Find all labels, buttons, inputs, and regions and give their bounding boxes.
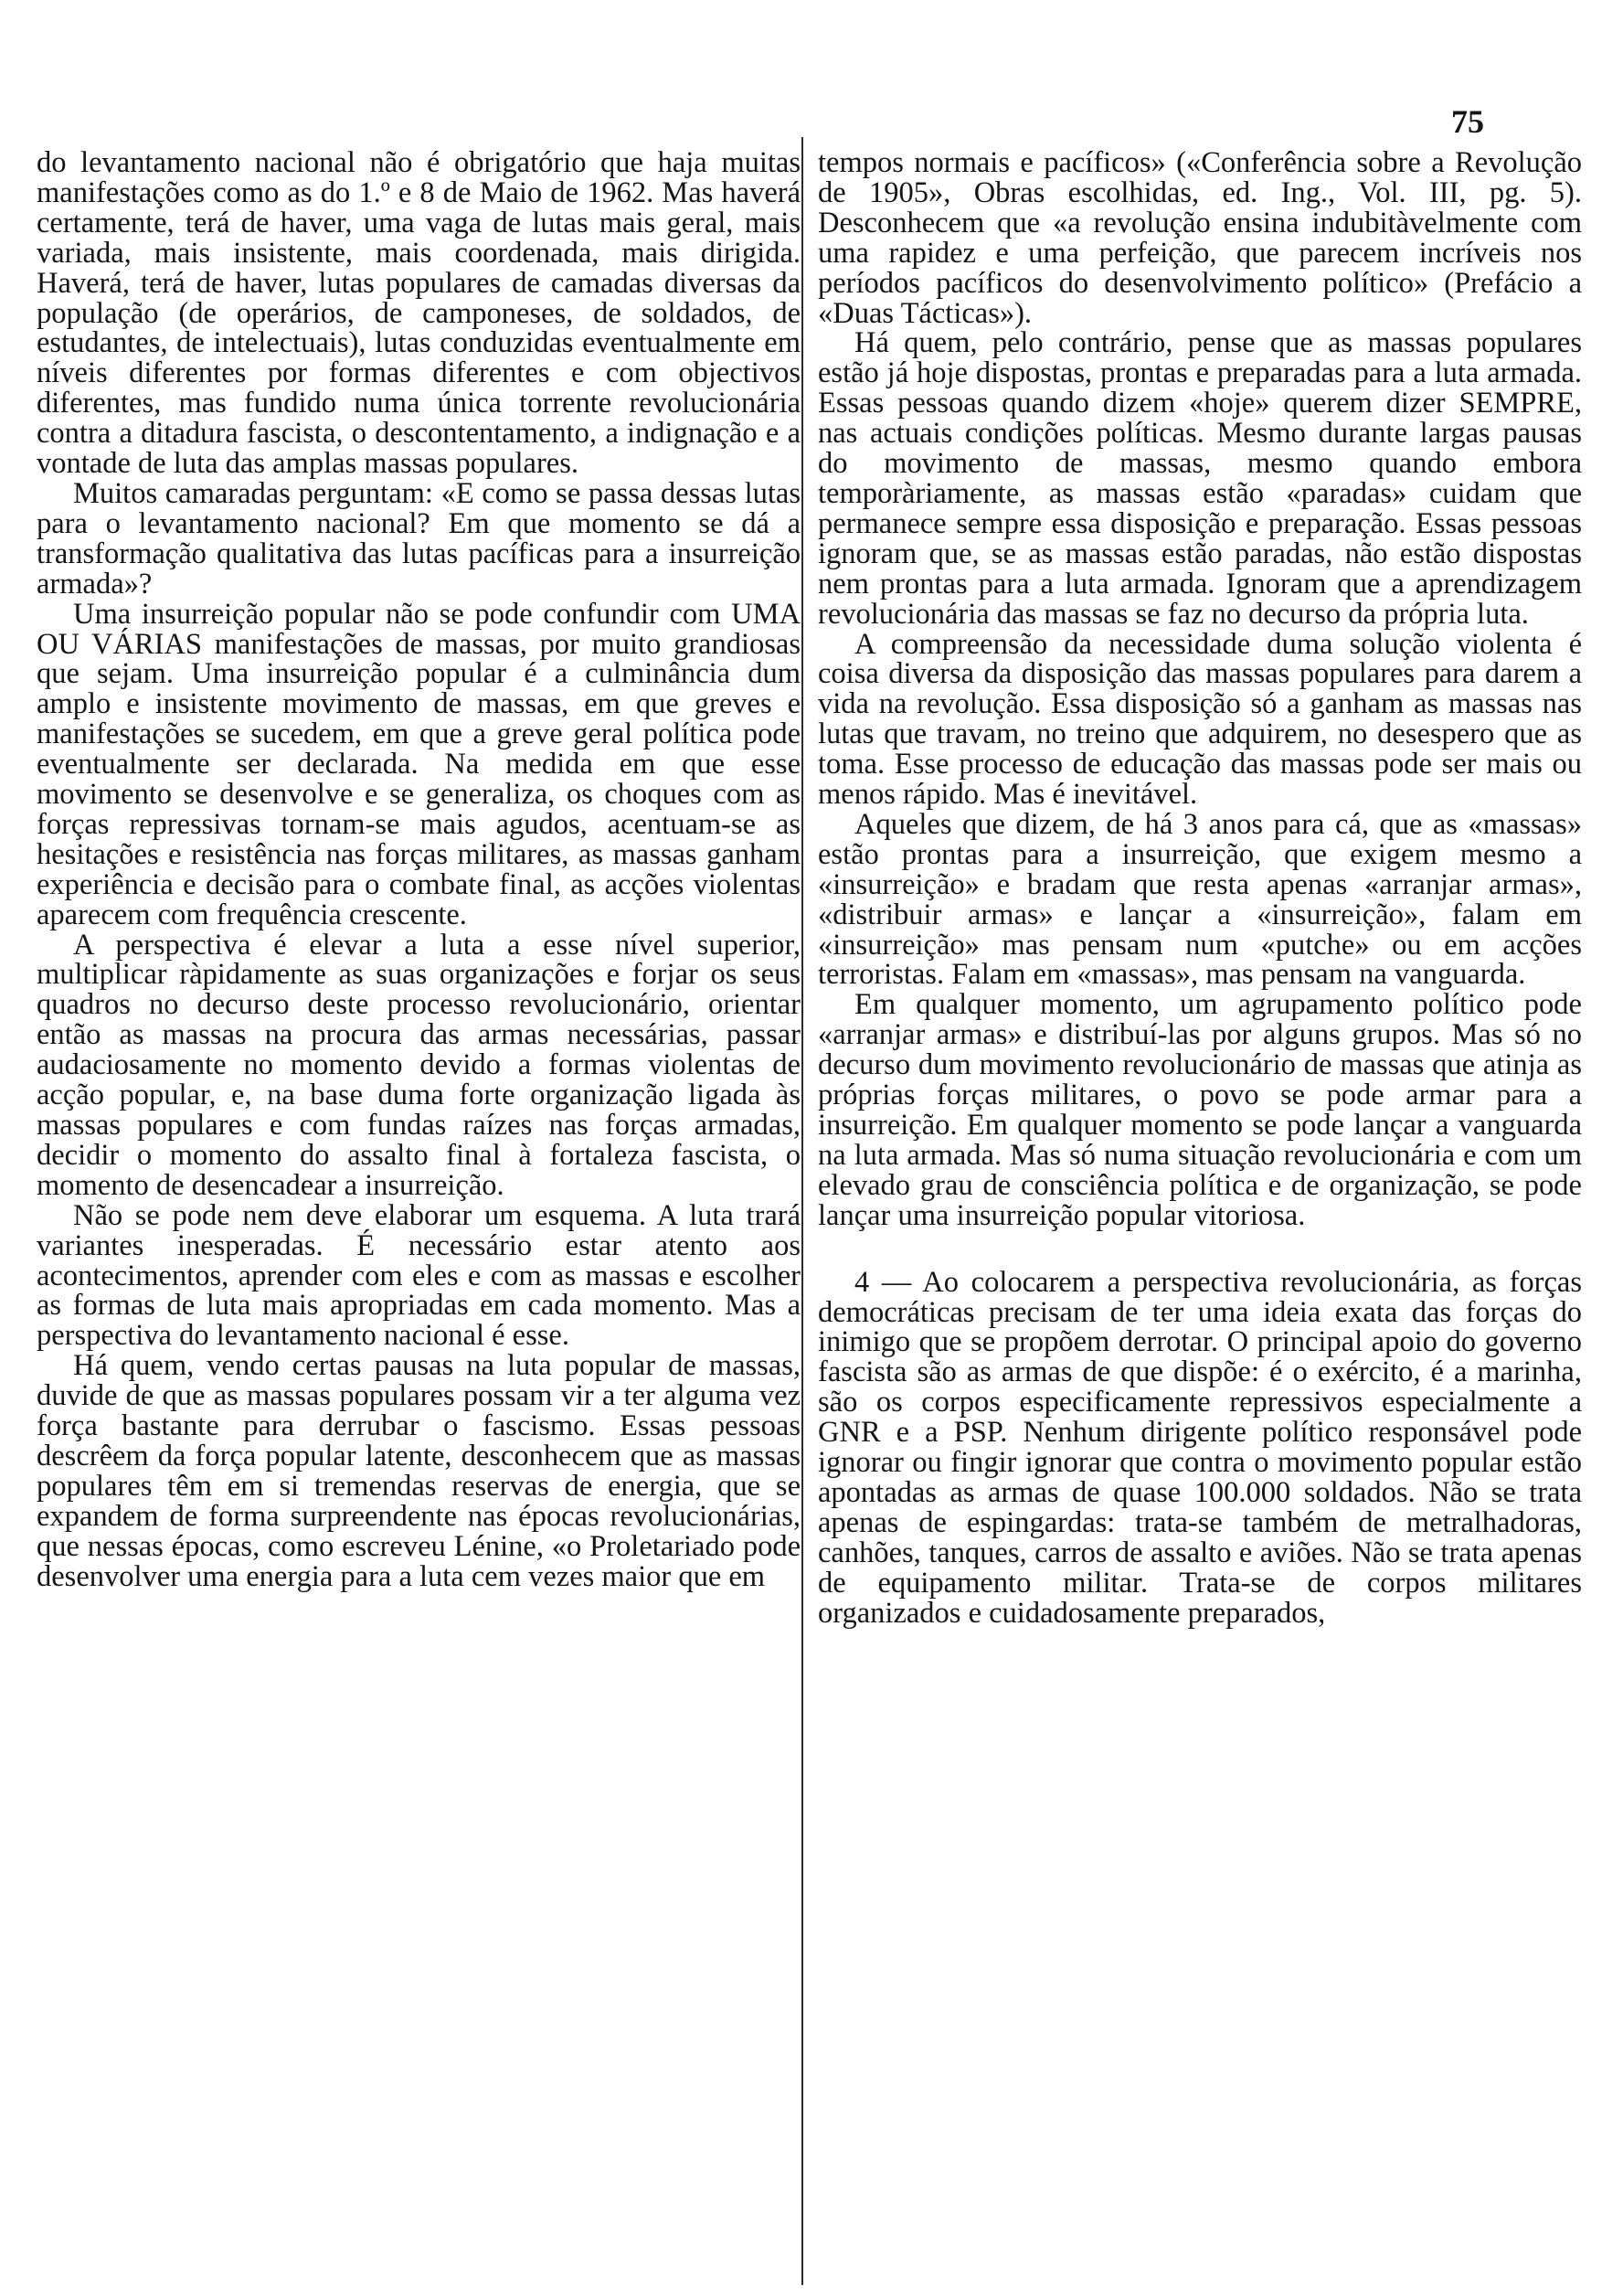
section-break <box>818 1231 1582 1268</box>
column-divider <box>801 137 803 2285</box>
paragraph: Em qualquer momento, um agrupamento político pode «arranjar armas» e distribuí-las por alguns grupos. Mas só no decurso dum movimento revolucionário de massas que atinja as próprias forças militares, o povo se pode armar para a insurreição. Em qualquer momento se pode lançar a vanguarda na luta armada. Mas só numa situação revolucionária e com um elevado grau de consciência política e de organização, se pode lançar uma insurreição popular vitoriosa. <box>818 988 1582 1232</box>
paragraph: Há quem, vendo certas pausas na luta popular de massas, duvide de que as massas populares possam vir a ter alguma vez força bastante para derrubar o fascismo. Essas pessoas descrêem da força popular latente, desconhecem que as massas populares têm em si tremendas reservas de energia, que se expandem de forma surpreendente nas épocas revolucionárias, que nessas épocas, como escreveu Lénine, «o Proletariado pode desenvolver uma energia para a luta cem vezes maior que em <box>37 1349 801 1593</box>
paragraph: Muitos camaradas perguntam: «E como se passa dessas lutas para o levantamento nacional? Em que momento se dá a transformação qualitativa das lutas pacíficas para a insurreição armada»? <box>37 476 801 601</box>
left-column <box>37 148 801 2287</box>
right-column <box>818 148 1582 2287</box>
paragraph: Aqueles que dizem, de há 3 anos para cá, que as «massas» estão prontas para a insurreição, que exigem mesmo a «insurreição» e bradam que resta apenas «arranjar armas», «distribuir armas» e lançar a «insurreição», falam em «insurreição» mas pensam num «putche» ou em acções terroristas. Falam em «massas», mas pensam na vanguarda. <box>818 807 1582 992</box>
section-4-paragraph: 4 — Ao colocarem a perspectiva revolucionária, as forças democráticas precisam de ter uma ideia exata das forças do inimigo que se propõem derrotar. O principal apoio do governo fascista são as armas de que dispõe: é o exército, é a marinha, são os corpos especificamente repressivos especialmente a GNR e a PSP. Nenhum dirigente político responsável pode ignorar ou fingir ignorar que contra o movimento popular estão apontadas as armas de quase 100.000 soldados. Não se trata apenas de espingardas: trata-se também de metralhadoras, canhões, tanques, carros de assalto e aviões. Não se trata apenas de equipamento militar. Trata-se de corpos militares organizados e cuidadosamente preparados, <box>818 1265 1582 1630</box>
page-number: 75 <box>1451 103 1484 140</box>
paragraph: do levantamento nacional não é obrigatório que haja muitas manifestações como as do 1.º e 8 de Maio de 1962. Mas haverá certamente, terá de haver, uma vaga de lutas mais geral, mais variada, mais insistente, mais coordenada, mais dirigida. Haverá, terá de haver, lutas populares de camadas diversas da população (de operários, de camponeses, de soldados, de estudantes, de intelectuais), lutas conduzidas eventualmente em níveis diferentes por formas diferentes e com objectivos diferentes, mas fundido numa única torrente revolucionária contra a ditadura fascista, o descontentamento, a indignação e a vontade de luta das amplas massas populares. <box>37 148 801 481</box>
paragraph: Uma insurreição popular não se pode confundir com UMA OU VÁRIAS manifestações de massas, por muito grandiosas que sejam. Uma insurreição popular é a culminância dum amplo e insistente movimento de massas, em que greves e manifestações se sucedem, em que a greve geral política pode eventualmente ser declarada. Na medida em que esse movimento se desenvolve e se generaliza, os choques com as forças repressivas tornam-se mais agudos, acentuam-se as hesitações e resistência nas forças militares, as massas ganham experiência e decisão para o combate final, as acções violentas aparecem com frequência crescente. <box>37 597 801 931</box>
paragraph: Há quem, pelo contrário, pense que as massas populares estão já hoje dispostas, prontas e preparadas para a luta armada. Essas pessoas quando dizem «hoje» querem dizer SEMPRE, nas actuais condições políticas. Mesmo durante largas pausas do movimento de massas, mesmo quando embora temporàriamente, as massas estão «paradas» cuidam que permanece sempre essa disposição e preparação. Essas pessoas ignoram que, se as massas estão paradas, não estão dispostas nem prontas para a luta armada. Ignoram que a aprendizagem revolucionária das massas se faz no decurso da própria luta. <box>818 326 1582 631</box>
paragraph: A perspectiva é elevar a luta a esse nível superior, multiplicar ràpidamente as suas organizações e forjar os seus quadros no decurso deste processo revolucionário, orientar então as massas na procura das armas necessárias, passar audaciosamente no momento devido a formas violentas de acção popular, e, na base duma forte organização ligada às massas populares e com fundas raízes nas forças armadas, decidir o momento do assalto final à fortaleza fascista, o momento de desencadear a insurreição. <box>37 928 801 1202</box>
paragraph: Não se pode nem deve elaborar um esquema. A luta trará variantes inesperadas. É necessário estar atento aos acontecimentos, aprender com eles e com as massas e escolher as formas de luta mais apropriadas em cada momento. Mas a perspectiva do levantamento nacional é esse. <box>37 1198 801 1353</box>
paragraph: tempos normais e pacíficos» («Conferência sobre a Revolução de 1905», Obras escolhidas, ed. Ing., Vol. III, pg. 5). Desconhecem que «a revolução ensina indubitàvelmente com uma rapidez e uma perfeição, que parecem incríveis nos períodos pacíficos do desenvolvimento político» (Prefácio a «Duas Tácticas»). <box>818 148 1582 330</box>
paragraph: A compreensão da necessidade duma solução violenta é coisa diversa da disposição das massas populares para darem a vida na revolução. Essa disposição só a ganham as massas nas lutas que travam, no treino que adquirem, no desespero que as toma. Esse processo de educação das massas pode ser mais ou menos rápido. Mas é inevitável. <box>818 627 1582 812</box>
